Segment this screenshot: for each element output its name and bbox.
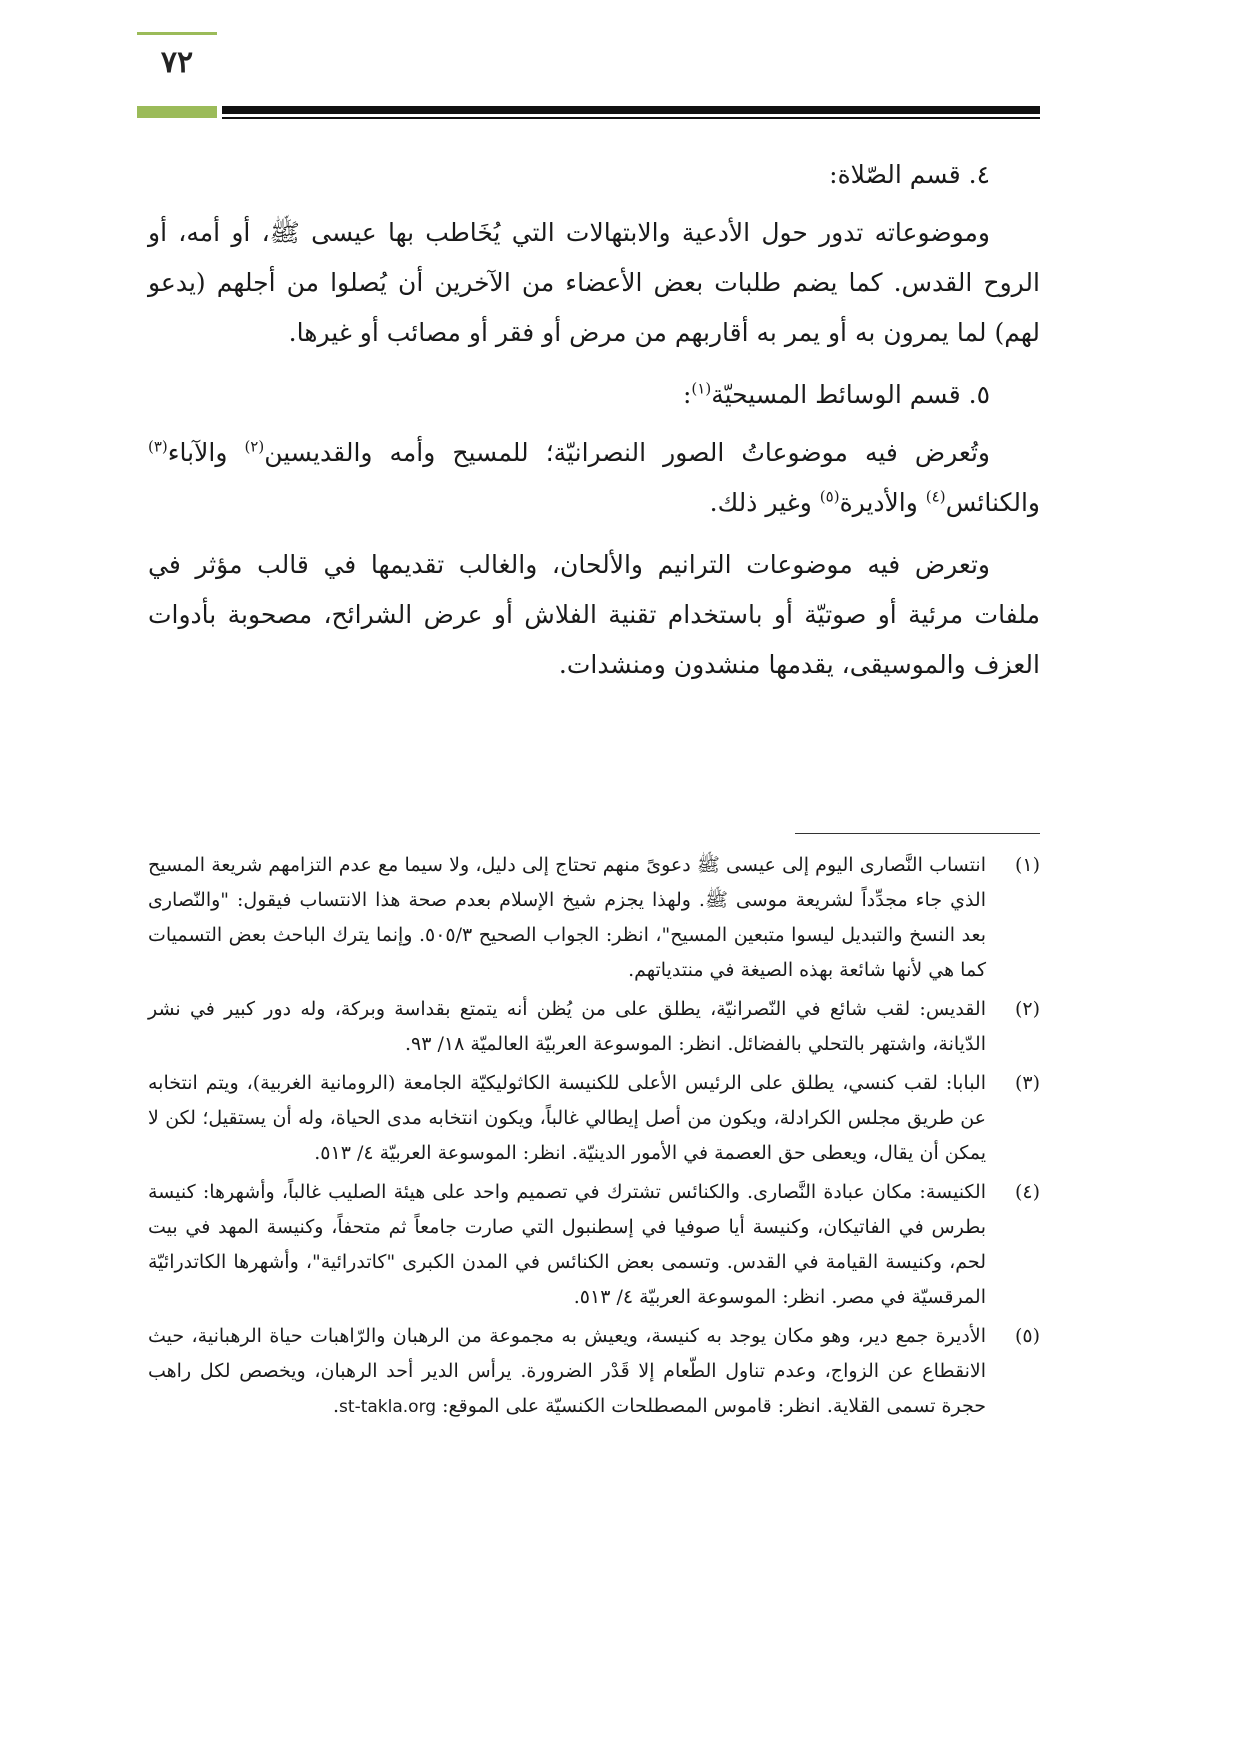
footnote-number: (٥) [1014, 1325, 1040, 1347]
heading-text: ٥. قسم الوسائط المسيحيّة [711, 380, 990, 409]
footnote-item [148, 992, 1040, 1062]
header-accent-line [137, 32, 217, 35]
section-heading-media [148, 370, 1040, 420]
paragraph-media-images [148, 428, 1040, 528]
footnote-text: انتساب النَّصارى اليوم إلى عيسى ﷺ دعوىً منهم تحتاج إلى دليل، ولا سيما مع عدم التزامهم شريعة المسيح الذي جاء مجدِّداً لشريعة موسى ﷺ. ولهذا يجزم شيخ الإسلام بعدم صحة هذا الانتساب فيقول: "والنّصارى بعد النسخ والتبديل ليسوا متبعين المسيح"، انظر: الجواب الصحيح ٥٠٥/٣. وإنما يترك الباحث بعض التسميات كما هي لأنها شائعة بهذه الصيغة في منتدياتهم. [148, 854, 986, 981]
footnote-ref[interactable]: (٤) [925, 487, 946, 506]
footnotes [148, 848, 1040, 1429]
footnote-ref[interactable]: (٢) [244, 437, 265, 456]
header-rule-thick [222, 106, 1040, 114]
footnote-item [148, 848, 1040, 988]
footnote-text-run: . [333, 1395, 340, 1417]
footnote-item [148, 1175, 1040, 1315]
footnote-text-run: الأديرة جمع دير، وهو مكان يوجد به كنيسة، ويعيش به مجموعة من الرهبان والرّاهبات حياة الرهبانية، حيث الانقطاع عن الزواج، وعدم تناول الطّعام إلا قَدْر الضرورة. يرأس الدير أحد الرهبان، ويخصص لكل راهب حجرة تسمى القلاية. انظر: قاموس المصطلحات الكنسيّة على الموقع: [148, 1325, 986, 1417]
heading-colon: : [682, 380, 692, 409]
footnote-ref[interactable]: (٣) [148, 437, 168, 456]
section-heading-prayer: ٤. قسم الصّلاة: [829, 160, 990, 189]
header-green-bar [137, 106, 217, 118]
footnote-number: (٤) [1014, 1181, 1040, 1203]
text-run: والآباء [167, 438, 245, 467]
footnote-number: (١) [1014, 854, 1040, 876]
footnote-item [148, 1319, 1040, 1425]
footnote-text: الكنيسة: مكان عبادة النَّصارى. والكنائس تشترك في تصميم واحد على هيئة الصليب غالباً، وأشهرها: كنيسة بطرس في الفاتيكان، وكنيسة أيا صوفيا في إسطنبول التي صارت جامعاً ثم متحفاً، وكنيسة المهد في بيت لحم، وكنيسة القيامة في القدس. وتسمى بعض الكنائس في المدن الكبرى "كاتدرائية"، وأشهرها الكاتدرائيّة المرقسيّة في مصر. انظر: الموسوعة العربيّة ٤/ ٥١٣. [148, 1181, 986, 1308]
footnote-number: (٣) [1014, 1072, 1040, 1094]
footnote-text: القديس: لقب شائع في النّصرانيّة، يطلق على من يُظن أنه يتمتع بقداسة وبركة، وله دور كبير في نشر الدّيانة، واشتهر بالتحلي بالفضائل. انظر: الموسوعة العربيّة العالميّة ١٨/ ٩٣. [148, 998, 986, 1055]
main-text [148, 150, 1040, 702]
footnote-separator [795, 833, 1040, 834]
website-link[interactable]: st-takla.org [339, 1397, 437, 1417]
footnote-item [148, 1066, 1040, 1171]
footnote-ref[interactable]: (١) [691, 379, 712, 398]
footnote-text [148, 1319, 986, 1425]
header-rule-thin [222, 117, 1040, 119]
paragraph-prayer: وموضوعاته تدور حول الأدعية والابتهالات التي يُخَاطب بها عيسى ﷺ، أو أمه، أو الروح القدس. كما يضم طلبات بعض الأعضاء من الآخرين أن يُصلوا من أجلهم (يدعو لهم) لما يمرون به أو يمر به أقاربهم من مرض أو فقر أو مصائب أو غيرها. [148, 218, 1040, 347]
text-run: والأديرة [839, 488, 926, 517]
text-run: وغير ذلك. [709, 488, 820, 517]
paragraph-media-hymns: وتعرض فيه موضوعات الترانيم والألحان، والغالب تقديمها في قالب مؤثر في ملفات مرئية أو صوتيّة أو باستخدام تقنية الفلاش أو عرض الشرائح، مصحوبة بأدوات العزف والموسيقى، يقدمها منشدون ومنشدات. [148, 550, 1040, 679]
text-run: والكنائس [945, 488, 1040, 517]
text-run: وتُعرض فيه موضوعاتُ الصور النصرانيّة؛ للمسيح وأمه والقديسين [264, 438, 990, 467]
footnote-number: (٢) [1014, 998, 1040, 1020]
footnote-text: البابا: لقب كنسي، يطلق على الرئيس الأعلى للكنيسة الكاثوليكيّة الجامعة (الرومانية الغربية)، ويتم انتخابه عن طريق مجلس الكرادلة، ويكون من أصل إيطالي غالباً، ويكون انتخابه مدى الحياة، وله أن يستقيل؛ لكن لا يمكن أن يقال، ويعطى حق العصمة في الأمور الدينيّة. انظر: الموسوعة العربيّة ٤/ ٥١٣. [148, 1072, 986, 1164]
page-number: ٧٢ [160, 45, 194, 80]
footnote-ref[interactable]: (٥) [819, 487, 840, 506]
